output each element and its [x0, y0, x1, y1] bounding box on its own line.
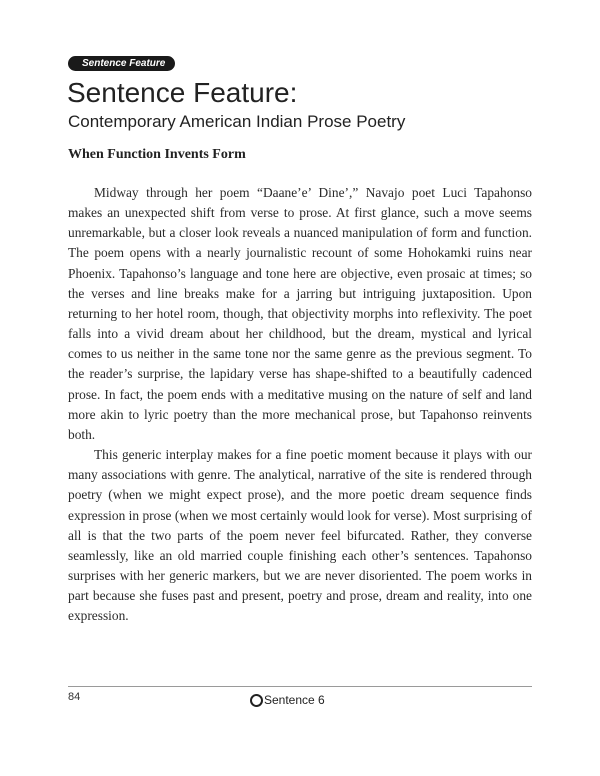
page-number: 84 — [68, 691, 81, 703]
footer-label — [250, 693, 325, 707]
page-title: Sentence Feature: — [67, 77, 298, 108]
footer-divider — [68, 686, 532, 687]
footer-label-text: Sentence 6 — [264, 693, 325, 707]
paragraph-2: This generic interplay makes for a fine poetic moment because it plays with our many associations with genre. The analytical, narrative of the site is rendered through poetry (when we might expect prose), and the more poetic dream sequence finds expression in prose (when we most certainly would look for verse). Most surprising of all is that the two parts of the poem never feel bifurcated. Rather, they converse seamlessly, like an old married couple finishing each other’s sentences. Tapahonso surprises with her generic markers, but we are never disoriented. The poem works in part because she fuses past and present, poetry and prose, dream and reality, into one expression. — [68, 447, 532, 624]
section-badge: Sentence Feature — [68, 56, 175, 71]
page-subtitle: Contemporary American Indian Prose Poetry — [68, 112, 406, 131]
paragraph-1: Midway through her poem “Daane’e’ Dine’,” Navajo poet Luci Tapahonso makes an unexpected shift from verse to prose. At first glance, such a move seems unremarkable, but a closer look reveals a nuanced manipulation of form and function. The poem opens with a nearly journalistic recount of some Hohokamki ruins near Phoenix. Tapahonso’s language and tone here are objective, even prosaic at times; so the verses and line breaks make for a jarring but intriguing juxtaposition. Upon returning to her hotel room, though, that objectivity morphs into reflexivity. The poet falls into a vivid dream about her childhood, but the dream, mystical and lyrical comes to us neither in the same tone nor the same genre as the previous segment. To the reader’s surprise, the lapidary verse has shape-shifted to a beautifully cadenced prose. In fact, the poem ends with a meditative musing on the nature of self and land more akin to lyric poetry than the more mechanical prose, but Tapahonso reinvents both. — [68, 185, 532, 442]
circle-icon — [250, 694, 263, 707]
article-body — [68, 183, 532, 626]
section-heading: When Function Invents Form — [68, 147, 246, 162]
